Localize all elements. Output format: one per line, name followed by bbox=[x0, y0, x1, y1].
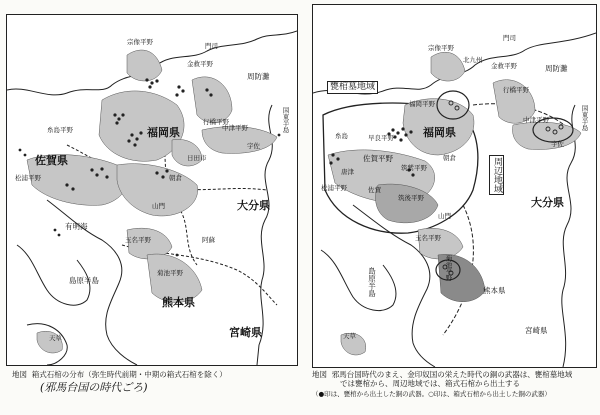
right-label-oita: 大分県 bbox=[531, 196, 564, 209]
right-label-matsura: 松浦平野 bbox=[321, 184, 347, 192]
left-label-suo-nada: 周防灘 bbox=[247, 72, 270, 81]
left-label-moji: 門司 bbox=[205, 42, 218, 50]
right-label-asakura: 朝倉 bbox=[443, 154, 456, 162]
right-label-karatsu: 唐津 bbox=[341, 168, 354, 176]
right-label-munakata: 宗像平野 bbox=[428, 44, 454, 52]
right-plain-munakata bbox=[431, 52, 465, 81]
right-map-svg bbox=[313, 5, 596, 367]
left-label-kikuchi: 菊池平野 bbox=[157, 269, 183, 277]
left-label-miyazaki: 宮崎県 bbox=[229, 326, 262, 339]
right-label-fukuoka-plain: 福岡平野 bbox=[409, 100, 435, 108]
right-map-panel bbox=[312, 4, 597, 368]
right-label-suo-nada: 周防灘 bbox=[545, 64, 568, 73]
right-label-tamana: 玉名平野 bbox=[415, 234, 441, 242]
left-handwritten-note: (邪馬台国の時代ごろ) bbox=[40, 381, 148, 394]
left-label-nakatsu: 中津平野 bbox=[222, 124, 248, 132]
right-region-box-periphery: 周辺地域 bbox=[489, 155, 504, 195]
right-plain-tamana bbox=[418, 228, 463, 259]
right-label-sawara: 早良平野 bbox=[368, 134, 394, 142]
left-label-saga: 佐賀県 bbox=[35, 154, 68, 167]
right-label-kitakyushu: 北九州 bbox=[463, 56, 483, 64]
right-label-kanezaki: 金救平野 bbox=[491, 62, 517, 70]
right-label-kunisaki: 国東半島 bbox=[580, 105, 589, 131]
right-label-usa: 宇佐 bbox=[551, 140, 564, 148]
left-label-hita: 日田市 bbox=[187, 154, 207, 162]
left-map-svg bbox=[7, 15, 297, 365]
left-label-itoshima: 糸島平野 bbox=[47, 126, 73, 134]
left-plain-yukuhashi bbox=[192, 77, 232, 123]
right-label-yamato: 山門 bbox=[438, 212, 451, 220]
right-label-kikuchi: 菊池平野 bbox=[444, 255, 453, 281]
right-label-itoshima: 糸島 bbox=[335, 132, 348, 140]
left-label-amakusa: 天草 bbox=[49, 334, 62, 342]
left-label-ariake: 有明海 bbox=[65, 222, 88, 231]
left-label-aso: 阿蘇 bbox=[202, 236, 215, 244]
left-label-kumamoto: 熊本県 bbox=[162, 296, 195, 309]
right-label-chikushi: 筑紫平野 bbox=[401, 164, 427, 172]
left-label-kanezaki: 金救平野 bbox=[187, 60, 213, 68]
right-label-nakatsu: 中津平野 bbox=[523, 116, 549, 124]
right-label-kumamoto: 熊本県 bbox=[483, 286, 506, 295]
right-region-box-kamekan: 甕棺墓地域 bbox=[327, 81, 378, 94]
left-label-matsura: 松浦平野 bbox=[15, 174, 41, 182]
right-label-amakusa: 天草 bbox=[343, 332, 356, 340]
right-label-yukuhashi: 行橋平野 bbox=[503, 86, 529, 94]
left-label-shimabara: 島原半島 bbox=[69, 276, 99, 285]
right-caption-line2: では甕棺から、周辺地域では、箱式石棺から出土する bbox=[340, 379, 520, 389]
left-label-usa: 宇佐 bbox=[247, 142, 260, 150]
left-caption-label: 地図 bbox=[12, 370, 27, 379]
left-label-fukuoka: 福岡県 bbox=[147, 126, 180, 139]
left-label-yukuhashi: 行橋平野 bbox=[203, 118, 229, 126]
right-coast-shimabara bbox=[321, 250, 396, 311]
left-label-yamato: 山門 bbox=[152, 202, 165, 210]
left-caption-text: 箱式石棺の分布（弥生時代前期・中期の箱式石棺を除く） bbox=[31, 370, 227, 379]
right-caption bbox=[312, 370, 572, 398]
right-label-fukuoka: 福岡県 bbox=[423, 126, 456, 139]
left-label-asakura: 朝倉 bbox=[169, 174, 182, 182]
left-label-kunisaki: 国東半島 bbox=[281, 107, 290, 133]
right-caption-label: 地図 bbox=[312, 370, 327, 379]
right-label-miyazaki: 宮崎県 bbox=[525, 326, 548, 335]
right-label-chikugo: 筑後平野 bbox=[398, 194, 424, 202]
left-caption bbox=[12, 370, 227, 379]
left-label-munakata: 宗像平野 bbox=[127, 38, 153, 46]
right-label-saga: 佐賀 bbox=[368, 186, 381, 194]
right-caption-line1: 邪馬台国時代のまえ、金印奴国の栄えた時代の銅の武器は、甕棺墓地域 bbox=[331, 370, 573, 379]
left-map-panel bbox=[6, 14, 298, 366]
left-label-tamana: 玉名平野 bbox=[125, 236, 151, 244]
left-plain-asakura bbox=[172, 139, 202, 166]
left-plain-munakata bbox=[127, 50, 162, 81]
right-label-saga-plain: 佐賀平野 bbox=[363, 154, 393, 163]
right-label-moji: 門司 bbox=[503, 34, 516, 42]
right-label-shimabara: 島原半島 bbox=[367, 267, 377, 297]
right-caption-line3: （●印は、甕棺から出土した銅の武器。○印は、箱式石棺から出土した銅の武器） bbox=[312, 389, 551, 398]
left-label-oita: 大分県 bbox=[237, 199, 270, 212]
